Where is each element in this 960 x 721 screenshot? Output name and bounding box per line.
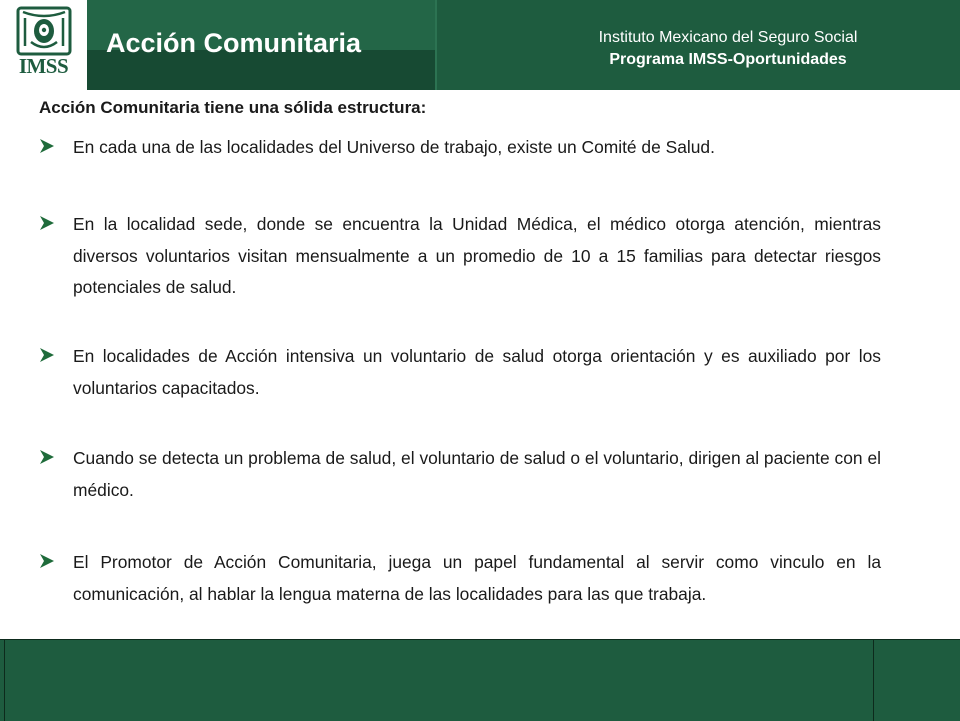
program-name: Programa IMSS-Oportunidades — [609, 51, 847, 68]
main-content — [39, 96, 881, 604]
arrow-bullet-icon — [39, 138, 55, 154]
footer-bar — [0, 639, 960, 721]
list-item-text: El Promotor de Acción Comunitaria, juega un papel fundamental al servir como vinculo en la comunicación, al hablar la lengua materna de las localidades para las que trabaja. — [73, 552, 881, 604]
list-item-text: Cuando se detecta un problema de salud, el voluntario de salud o el voluntario, dirigen al paciente con el médico. — [73, 448, 881, 500]
list-item-text: En cada una de las localidades del Universo de trabajo, existe un Comité de Salud. — [73, 137, 715, 157]
arrow-bullet-icon — [39, 215, 55, 231]
header-bar — [0, 0, 960, 90]
logo-text: IMSS — [18, 54, 69, 78]
arrow-bullet-icon — [39, 347, 55, 363]
imss-logo — [0, 0, 87, 90]
list-item — [39, 132, 881, 164]
list-item — [39, 341, 881, 404]
arrow-bullet-icon — [39, 449, 55, 465]
imss-eagle-emblem-icon — [15, 6, 73, 56]
organization-name: Instituto Mexicano del Seguro Social — [598, 29, 858, 46]
organization-block — [558, 27, 898, 71]
section-heading: Acción Comunitaria tiene una sólida estructura: — [39, 98, 427, 117]
list-item — [39, 547, 881, 610]
page-title: Acción Comunitaria — [106, 28, 362, 58]
arrow-bullet-icon — [39, 553, 55, 569]
footer-panel — [4, 640, 874, 721]
list-item — [39, 209, 881, 304]
list-item — [39, 443, 881, 506]
list-item-text: En localidades de Acción intensiva un voluntario de salud otorga orientación y es auxiliado por los voluntarios capacitados. — [73, 346, 881, 398]
header-divider — [435, 0, 437, 90]
list-item-text: En la localidad sede, donde se encuentra la Unidad Médica, el médico otorga atención, mientras diversos voluntarios visitan mensualmente a un promedio de 10 a 15 familias para detectar riesgos potenciales de salud. — [73, 214, 881, 297]
